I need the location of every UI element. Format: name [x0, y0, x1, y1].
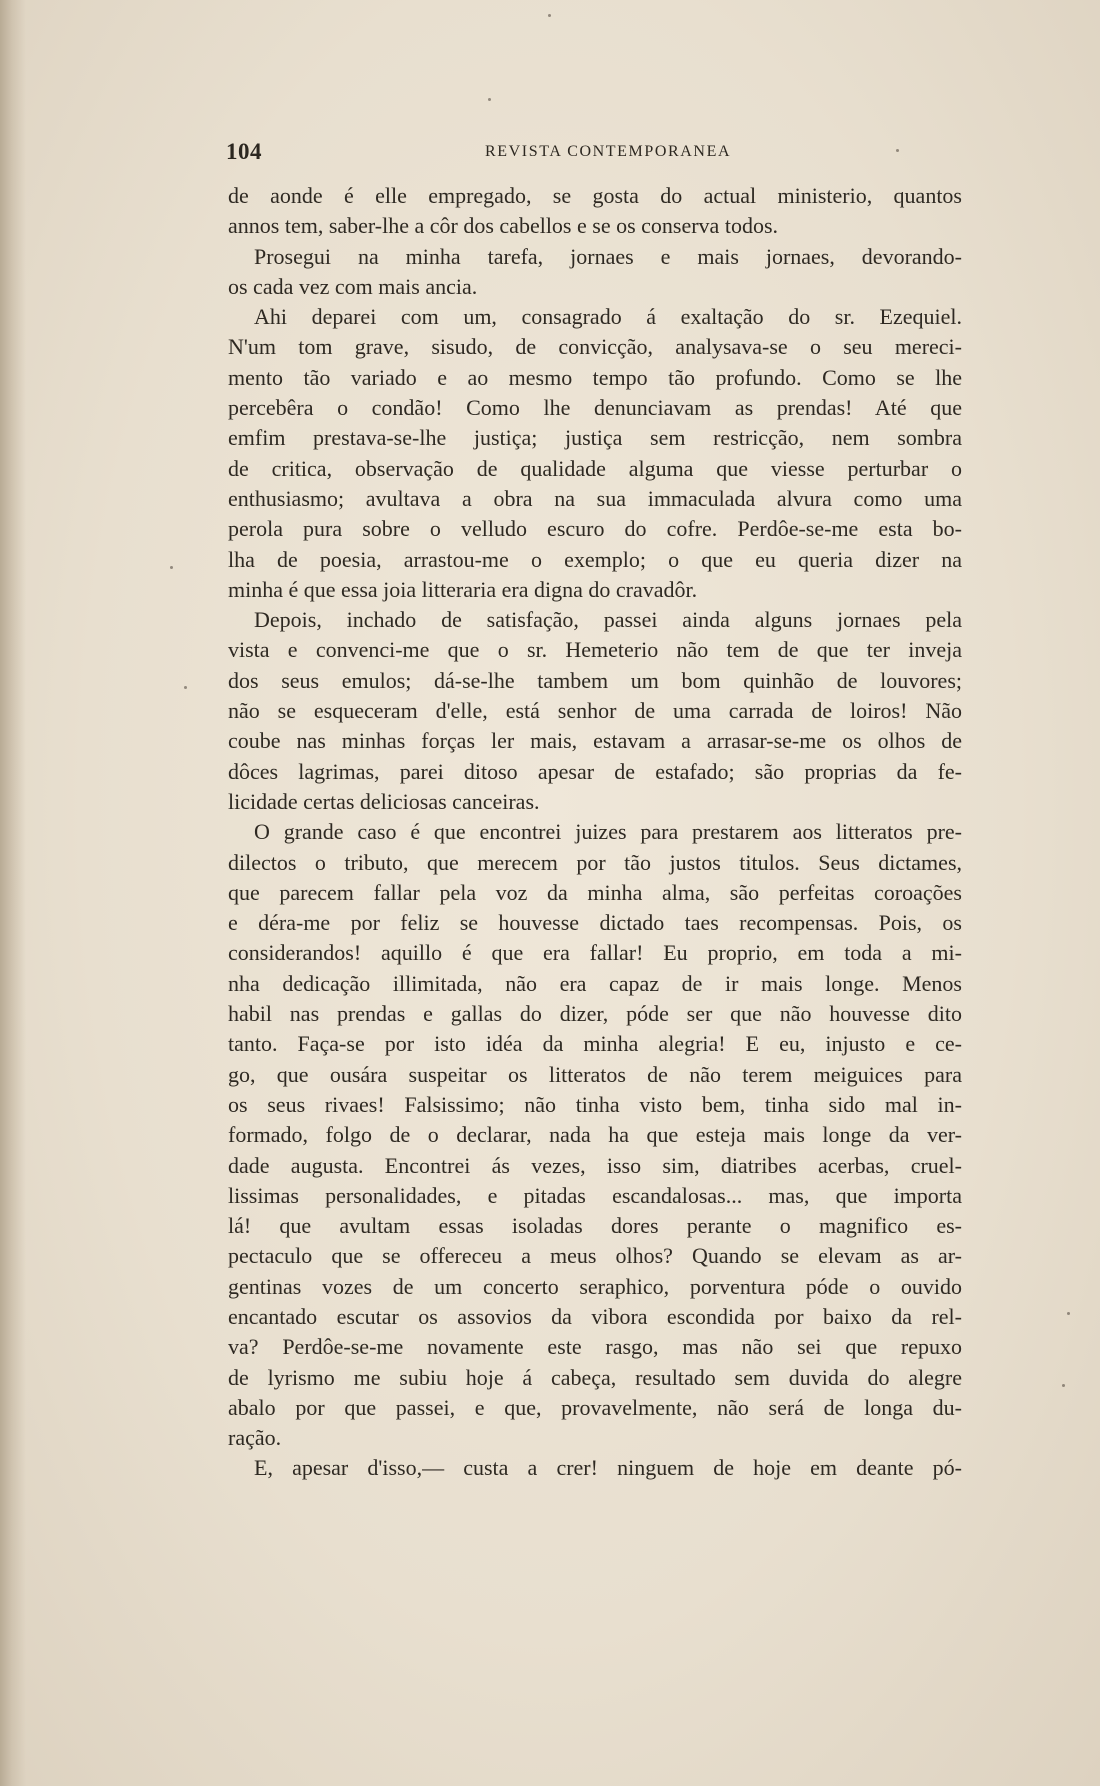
text-line: de critica, observação de qualidade alguma que viesse perturbar o — [228, 455, 962, 481]
text-line: lha de poesia, arrastou-me o exemplo; o que eu queria dizer na — [228, 546, 962, 572]
text-line: coube nas minhas forças ler mais, estavam a arrasar-se-me os olhos de — [228, 728, 962, 754]
text-line: formado, folgo de o declarar, nada ha que esteja mais longe da ver- — [228, 1122, 962, 1148]
text-line: lissimas personalidades, e pitadas escandalosas... mas, que importa — [228, 1182, 962, 1208]
scan-speck — [896, 149, 899, 152]
text-line: licidade certas deliciosas canceiras. — [228, 788, 540, 814]
text-line: habil nas prendas e gallas do dizer, póde ser que não houvesse dito — [228, 1001, 962, 1027]
scan-speck — [1067, 1312, 1070, 1315]
text-line: pectaculo que se offereceu a meus olhos? Quando se elevam as ar- — [228, 1243, 962, 1269]
text-line: E, apesar d'isso,— custa a crer! ninguem de hoje em deante pó- — [254, 1455, 962, 1481]
text-line: de lyrismo me subiu hoje á cabeça, resultado sem duvida do alegre — [228, 1364, 962, 1390]
running-title: REVISTA CONTEMPORANEA — [485, 143, 732, 160]
text-line: de aonde é elle empregado, se gosta do actual ministerio, quantos — [228, 183, 962, 208]
text-line: dos seus emulos; dá-se-lhe tambem um bom quinhão de louvores; — [228, 667, 962, 693]
text-line: ração. — [228, 1425, 282, 1451]
text-line: va? Perdôe-se-me novamente este rasgo, mas não sei que repuxo — [228, 1334, 962, 1360]
text-line: abalo por que passei, e que, provavelmente, não será de longa du- — [228, 1394, 962, 1420]
text-line: encantado escutar os assovios da vibora escondida por baixo da rel- — [228, 1303, 962, 1329]
text-line: os cada vez com mais ancia. — [228, 273, 478, 299]
text-line: nha dedicação illimitada, não era capaz de ir mais longe. Menos — [228, 970, 962, 996]
text-line: que parecem fallar pela voz da minha alma, são perfeitas coroações — [228, 879, 962, 905]
text-line: minha é que essa joia litteraria era digna do cravadôr. — [228, 576, 698, 602]
scan-speck — [548, 14, 551, 17]
text-line: e déra-me por feliz se houvesse dictado taes recompensas. Pois, os — [228, 910, 962, 936]
text-line: dôces lagrimas, parei ditoso apesar de estafado; são proprias da fe- — [228, 758, 962, 784]
text-line: enthusiasmo; avultava a obra na sua immaculada alvura como uma — [228, 485, 962, 511]
text-line: dade augusta. Encontrei ás vezes, isso sim, diatribes acerbas, cruel- — [228, 1152, 962, 1178]
text-line: dilectos o tributo, que merecem por tão justos titulos. Seus dictames, — [228, 849, 962, 875]
text-line: não se esqueceram d'elle, está senhor de uma carrada de loiros! Não — [228, 698, 962, 724]
text-line: emfim prestava-se-lhe justiça; justiça sem restricção, nem sombra — [228, 425, 962, 451]
text-line: Depois, inchado de satisfação, passei ainda alguns jornaes pela — [254, 607, 962, 633]
scan-speck — [184, 686, 187, 689]
page-header — [226, 139, 966, 169]
text-line: annos tem, saber-lhe a côr dos cabellos e se os conserva todos. — [228, 213, 778, 239]
text-line: go, que ousára suspeitar os litteratos de não terem meiguices para — [228, 1061, 962, 1087]
text-line: Ahi deparei com um, consagrado á exaltação do sr. Ezequiel. — [254, 304, 962, 330]
page-number: 104 — [226, 139, 262, 164]
text-line: perola pura sobre o velludo escuro do cofre. Perdôe-se-me esta bo- — [228, 516, 962, 542]
text-line: mento tão variado e ao mesmo tempo tão profundo. Como se lhe — [228, 364, 962, 390]
text-line: Prosegui na minha tarefa, jornaes e mais jornaes, devorando- — [254, 243, 962, 269]
text-line: vista e convenci-me que o sr. Hemeterio não tem de que ter inveja — [228, 637, 962, 663]
text-line: O grande caso é que encontrei juizes para prestarem aos litteratos pre- — [254, 819, 962, 845]
scan-speck — [170, 566, 173, 569]
binding-gutter-shadow — [0, 0, 26, 1786]
scan-speck — [488, 98, 491, 101]
text-line: os seus rivaes! Falsissimo; não tinha visto bem, tinha sido mal in- — [228, 1091, 962, 1117]
text-line: percebêra o condão! Como lhe denunciavam as prendas! Até que — [228, 395, 962, 421]
scan-speck — [1062, 1384, 1065, 1387]
text-line: considerandos! aquillo é que era fallar! Eu proprio, em toda a mi- — [228, 940, 962, 966]
body-text — [228, 181, 962, 1484]
text-line: gentinas vozes de um concerto seraphico, porventura póde o ouvido — [228, 1273, 962, 1299]
text-line: lá! que avultam essas isoladas dores perante o magnifico es- — [228, 1213, 962, 1239]
text-line: tanto. Faça-se por isto idéa da minha alegria! E eu, injusto e ce- — [228, 1031, 962, 1057]
text-line: N'um tom grave, sisudo, de convicção, analysava-se o seu mereci- — [228, 334, 962, 360]
